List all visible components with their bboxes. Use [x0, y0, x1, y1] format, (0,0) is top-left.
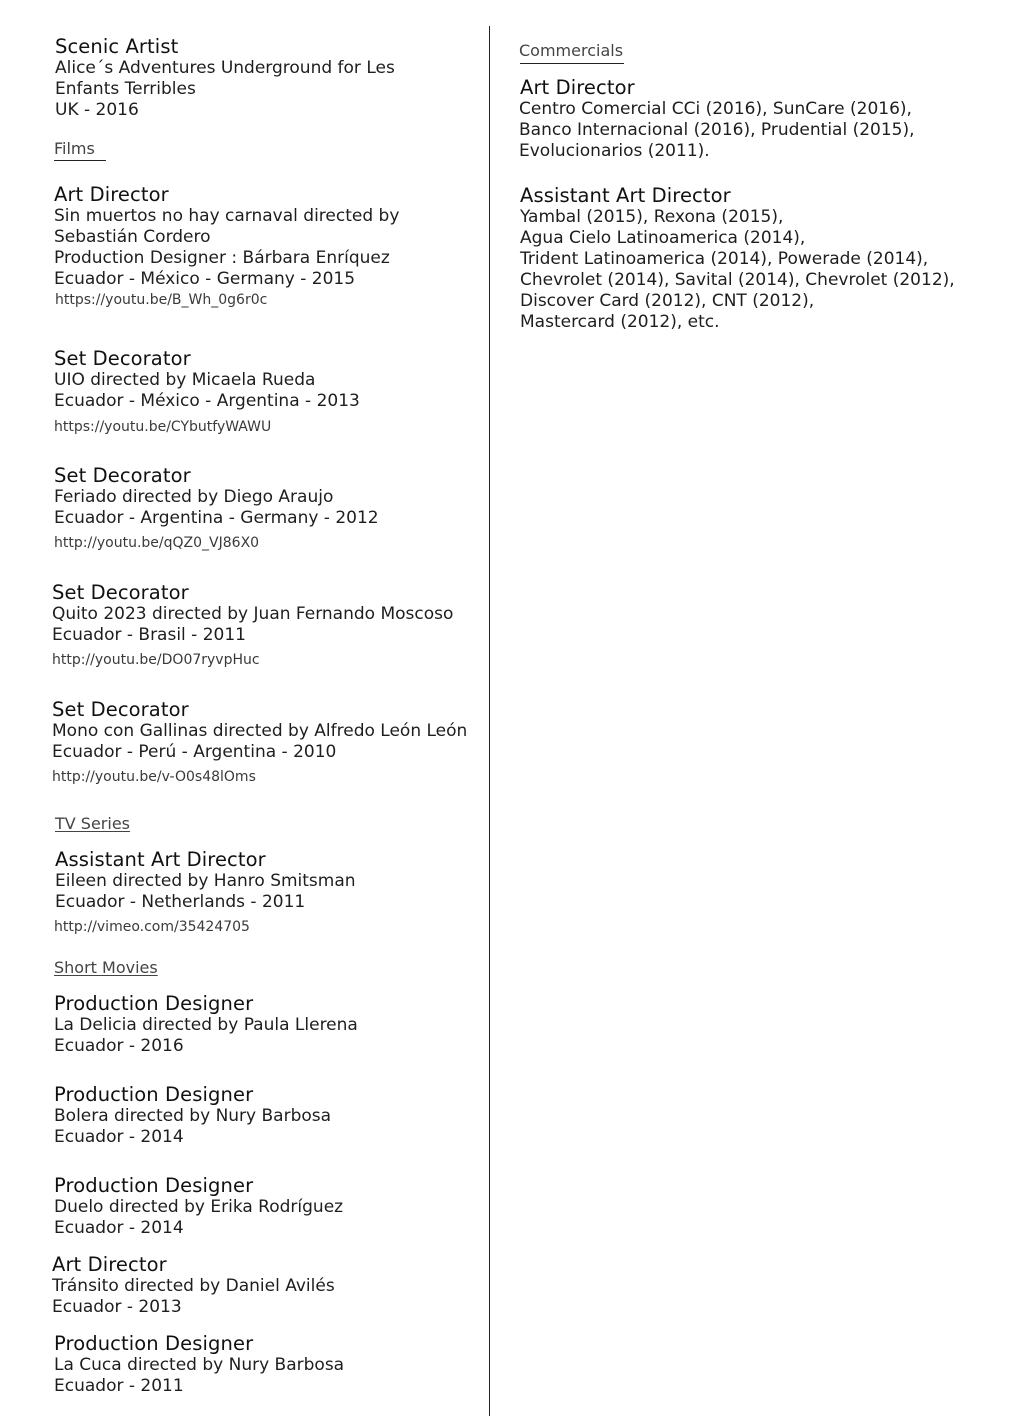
entry-line: Mono con Gallinas directed by Alfredo León León	[52, 721, 468, 741]
entry-role: Scenic Artist	[55, 35, 179, 58]
film-link[interactable]: https://youtu.be/CYbutfyWAWU	[54, 419, 272, 435]
entry-line: UIO directed by Micaela Rueda	[54, 370, 316, 390]
section-title-tv-series: TV Series	[55, 814, 131, 833]
film-entry	[54, 347, 360, 412]
tv-link[interactable]: http://vimeo.com/35424705	[54, 919, 250, 935]
entry-line: Centro Comercial CCi (2016), SunCare (2016),	[519, 99, 912, 119]
short-movie-entry	[54, 1174, 343, 1239]
entry-role: Production Designer	[54, 992, 254, 1015]
entry-line: Ecuador - Brasil - 2011	[52, 625, 246, 645]
entry-line: Quito 2023 directed by Juan Fernando Moscoso	[52, 604, 454, 624]
film-link[interactable]: http://youtu.be/qQZ0_VJ86X0	[54, 535, 260, 551]
entry-line: Ecuador - Argentina - Germany - 2012	[54, 508, 379, 528]
entry-line: Ecuador - Netherlands - 2011	[55, 892, 306, 912]
entry-role: Set Decorator	[54, 347, 191, 370]
entry-line: UK - 2016	[55, 100, 139, 120]
entry-line: Tránsito directed by Daniel Avilés	[52, 1276, 335, 1296]
film-entry	[52, 581, 453, 646]
entry-role: Set Decorator	[54, 464, 191, 487]
entry-role: Production Designer	[54, 1174, 254, 1197]
entry-line: Production Designer : Bárbara Enríquez	[54, 248, 390, 268]
film-link[interactable]: https://youtu.be/B_Wh_0g6r0c	[55, 292, 268, 308]
entry-line: Sebastián Cordero	[54, 227, 211, 247]
scenic-artist-entry	[55, 35, 395, 121]
commercial-entry	[520, 184, 955, 333]
section-title-commercials: Commercials	[519, 41, 624, 60]
section-title-films: Films	[54, 139, 95, 158]
entry-line: Eileen directed by Hanro Smitsman	[55, 871, 356, 891]
entry-role: Assistant Art Director	[55, 848, 266, 871]
entry-line: Sin muertos no hay carnaval directed by	[54, 206, 400, 226]
entry-role: Art Director	[52, 1253, 167, 1276]
entry-line: Ecuador - México - Argentina - 2013	[54, 391, 360, 411]
entry-line: Ecuador - 2016	[54, 1036, 184, 1056]
entry-line: Enfants Terribles	[55, 79, 196, 99]
entry-line: La Delicia directed by Paula Llerena	[54, 1015, 358, 1035]
entry-role: Art Director	[520, 76, 635, 99]
entry-line: Ecuador - 2011	[54, 1376, 184, 1396]
entry-role: Set Decorator	[52, 581, 189, 604]
film-link[interactable]: http://youtu.be/DO07ryvpHuc	[52, 652, 260, 668]
entry-line: Chevrolet (2014), Savital (2014), Chevrolet (2012),	[520, 270, 955, 290]
entry-line: Bolera directed by Nury Barbosa	[54, 1106, 332, 1126]
entry-role: Assistant Art Director	[520, 184, 731, 207]
film-link[interactable]: http://youtu.be/v-O0s48lOms	[52, 769, 256, 785]
entry-line: Ecuador - México - Germany - 2015	[54, 269, 356, 289]
entry-line: Agua Cielo Latinoamerica (2014),	[520, 228, 806, 248]
film-entry	[54, 183, 399, 290]
entry-line: Yambal (2015), Rexona (2015),	[520, 207, 784, 227]
entry-line: Mastercard (2012), etc.	[520, 312, 720, 332]
entry-line: Trident Latinoamerica (2014), Powerade (2014),	[520, 249, 929, 269]
entry-line: Ecuador - Perú - Argentina - 2010	[52, 742, 337, 762]
entry-role: Production Designer	[54, 1083, 254, 1106]
entry-line: Evolucionarios (2011).	[519, 141, 710, 161]
column-divider	[489, 26, 490, 1416]
section-title-underline	[520, 63, 624, 64]
entry-line: Ecuador - 2014	[54, 1218, 184, 1238]
tv-entry	[55, 848, 356, 913]
entry-line: Ecuador - 2013	[52, 1297, 182, 1317]
entry-line: Ecuador - 2014	[54, 1127, 184, 1147]
entry-line: Discover Card (2012), CNT (2012),	[520, 291, 815, 311]
short-movie-entry	[54, 1332, 344, 1397]
entry-role: Art Director	[54, 183, 169, 206]
short-movie-entry	[54, 1083, 331, 1148]
entry-role: Set Decorator	[52, 698, 189, 721]
entry-line: Feriado directed by Diego Araujo	[54, 487, 334, 507]
entry-line: Duelo directed by Erika Rodríguez	[54, 1197, 344, 1217]
entry-line: La Cuca directed by Nury Barbosa	[54, 1355, 345, 1375]
film-entry	[52, 698, 467, 763]
section-title-underline	[54, 160, 106, 161]
commercial-entry	[519, 76, 915, 162]
short-movie-entry	[52, 1253, 335, 1318]
short-movie-entry	[54, 992, 358, 1057]
film-entry	[54, 464, 379, 529]
entry-role: Production Designer	[54, 1332, 254, 1355]
entry-line: Alice´s Adventures Underground for Les	[55, 58, 395, 78]
entry-line: Banco Internacional (2016), Prudential (2015),	[519, 120, 915, 140]
section-title-short-movies: Short Movies	[54, 958, 158, 977]
